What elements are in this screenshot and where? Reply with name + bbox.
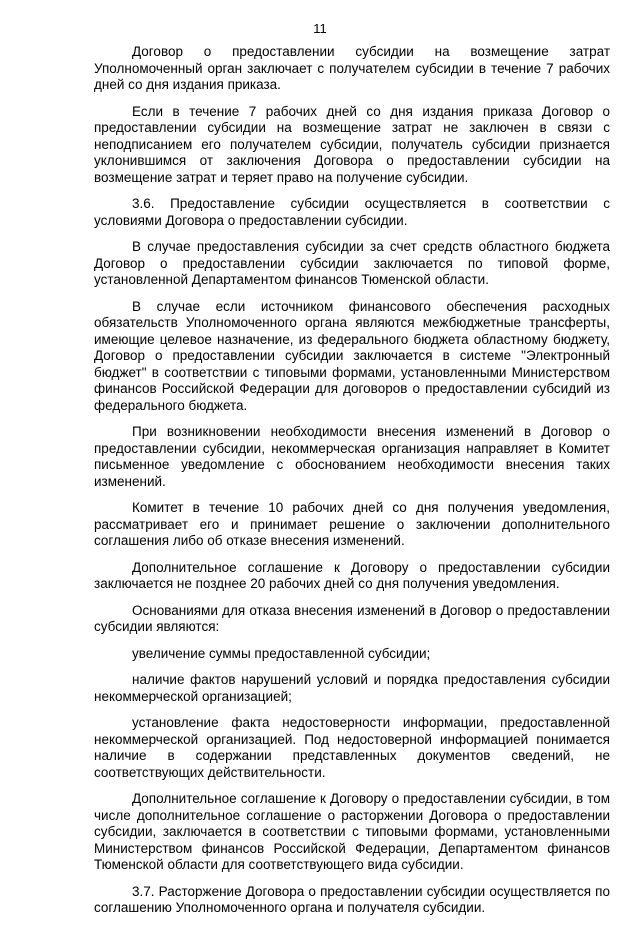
list-item-subsidy-increase: увеличение суммы предоставленной субсидии; (132, 645, 431, 661)
page-number: 11 (313, 21, 327, 36)
list-item-false-information: установление факта недостоверности информации, предоставленной некоммерческой организацией. Под недостоверной информацией понимается наличие в содержании представленных документов сведений, не соответствующих действительности. (94, 715, 610, 780)
paragraph-contract-term: Договор о предоставлении субсидии на возмещение затрат Уполномоченный орган заключает с получателем субсидии в течение 7 рабочих дней со дня издания приказа. (94, 44, 610, 92)
paragraph-refusal-grounds: Основаниями для отказа внесения изменений в Договор о предоставлении субсидии являются: (94, 602, 610, 634)
paragraph-supplementary-agreement-forms: Дополнительное соглашение к Договору о предоставлении субсидии, в том числе дополнительное соглашение о расторжении Договора о предоставлении субсидии, заключается в соответствии с типовыми формами, установленными Министерством финансов Российской Федерации, Департаментом финансов Тюменской области для соответствующего вида субсидии. (94, 791, 610, 872)
list-item-violations: наличие фактов нарушений условий и порядка предоставления субсидии некоммерческой организацией; (94, 672, 610, 704)
paragraph-federal-transfers: В случае если источником финансового обеспечения расходных обязательств Уполномоченного органа являются межбюджетные трансферты, имеющие целевое назначение, из федерального бюджета областному бюджету, Договор о предоставлении субсидии заключается в системе "Электронный бюджет" в соответствии с типовыми формами, установленными Министерством финансов Российской Федерации для договоров о предоставлении субсидий из федерального бюджета. (94, 298, 610, 413)
document-body (94, 44, 610, 927)
paragraph-3-6: 3.6. Предоставление субсидии осуществляется в соответствии с условиями Договора о предоставлении субсидии. (94, 196, 610, 228)
paragraph-contract-evasion: Если в течение 7 рабочих дней со дня издания приказа Договор о предоставлении субсидии на возмещение затрат не заключен в связи с неподписанием его получателем субсидии, получатель субсидии признается уклонившимся от заключения Договора о предоставлении субсидии на возмещение затрат и теряет право на получение субсидии. (94, 103, 610, 185)
paragraph-committee-review: Комитет в течение 10 рабочих дней со дня получения уведомления, рассматривает его и принимает решение о заключении дополнительного соглашения либо об отказе внесения изменений. (94, 500, 610, 548)
paragraph-regional-budget: В случае предоставления субсидии за счет средств областного бюджета Договор о предоставлении субсидии заключается по типовой форме, установленной Департаментом финансов Тюменской области. (94, 239, 610, 287)
paragraph-supplementary-agreement-term: Дополнительное соглашение к Договору о предоставлении субсидии заключается не позднее 20 рабочих дней со дня получения уведомления. (94, 559, 610, 591)
paragraph-3-7: 3.7. Расторжение Договора о предоставлении субсидии осуществляется по соглашению Уполномоченного органа и получателя субсидии. (94, 883, 610, 915)
paragraph-amendment-request: При возникновении необходимости внесения изменений в Договор о предоставлении субсидии, некоммерческая организация направляет в Комитет письменное уведомление с обоснованием необходимости внесения таких изменений. (94, 424, 610, 489)
